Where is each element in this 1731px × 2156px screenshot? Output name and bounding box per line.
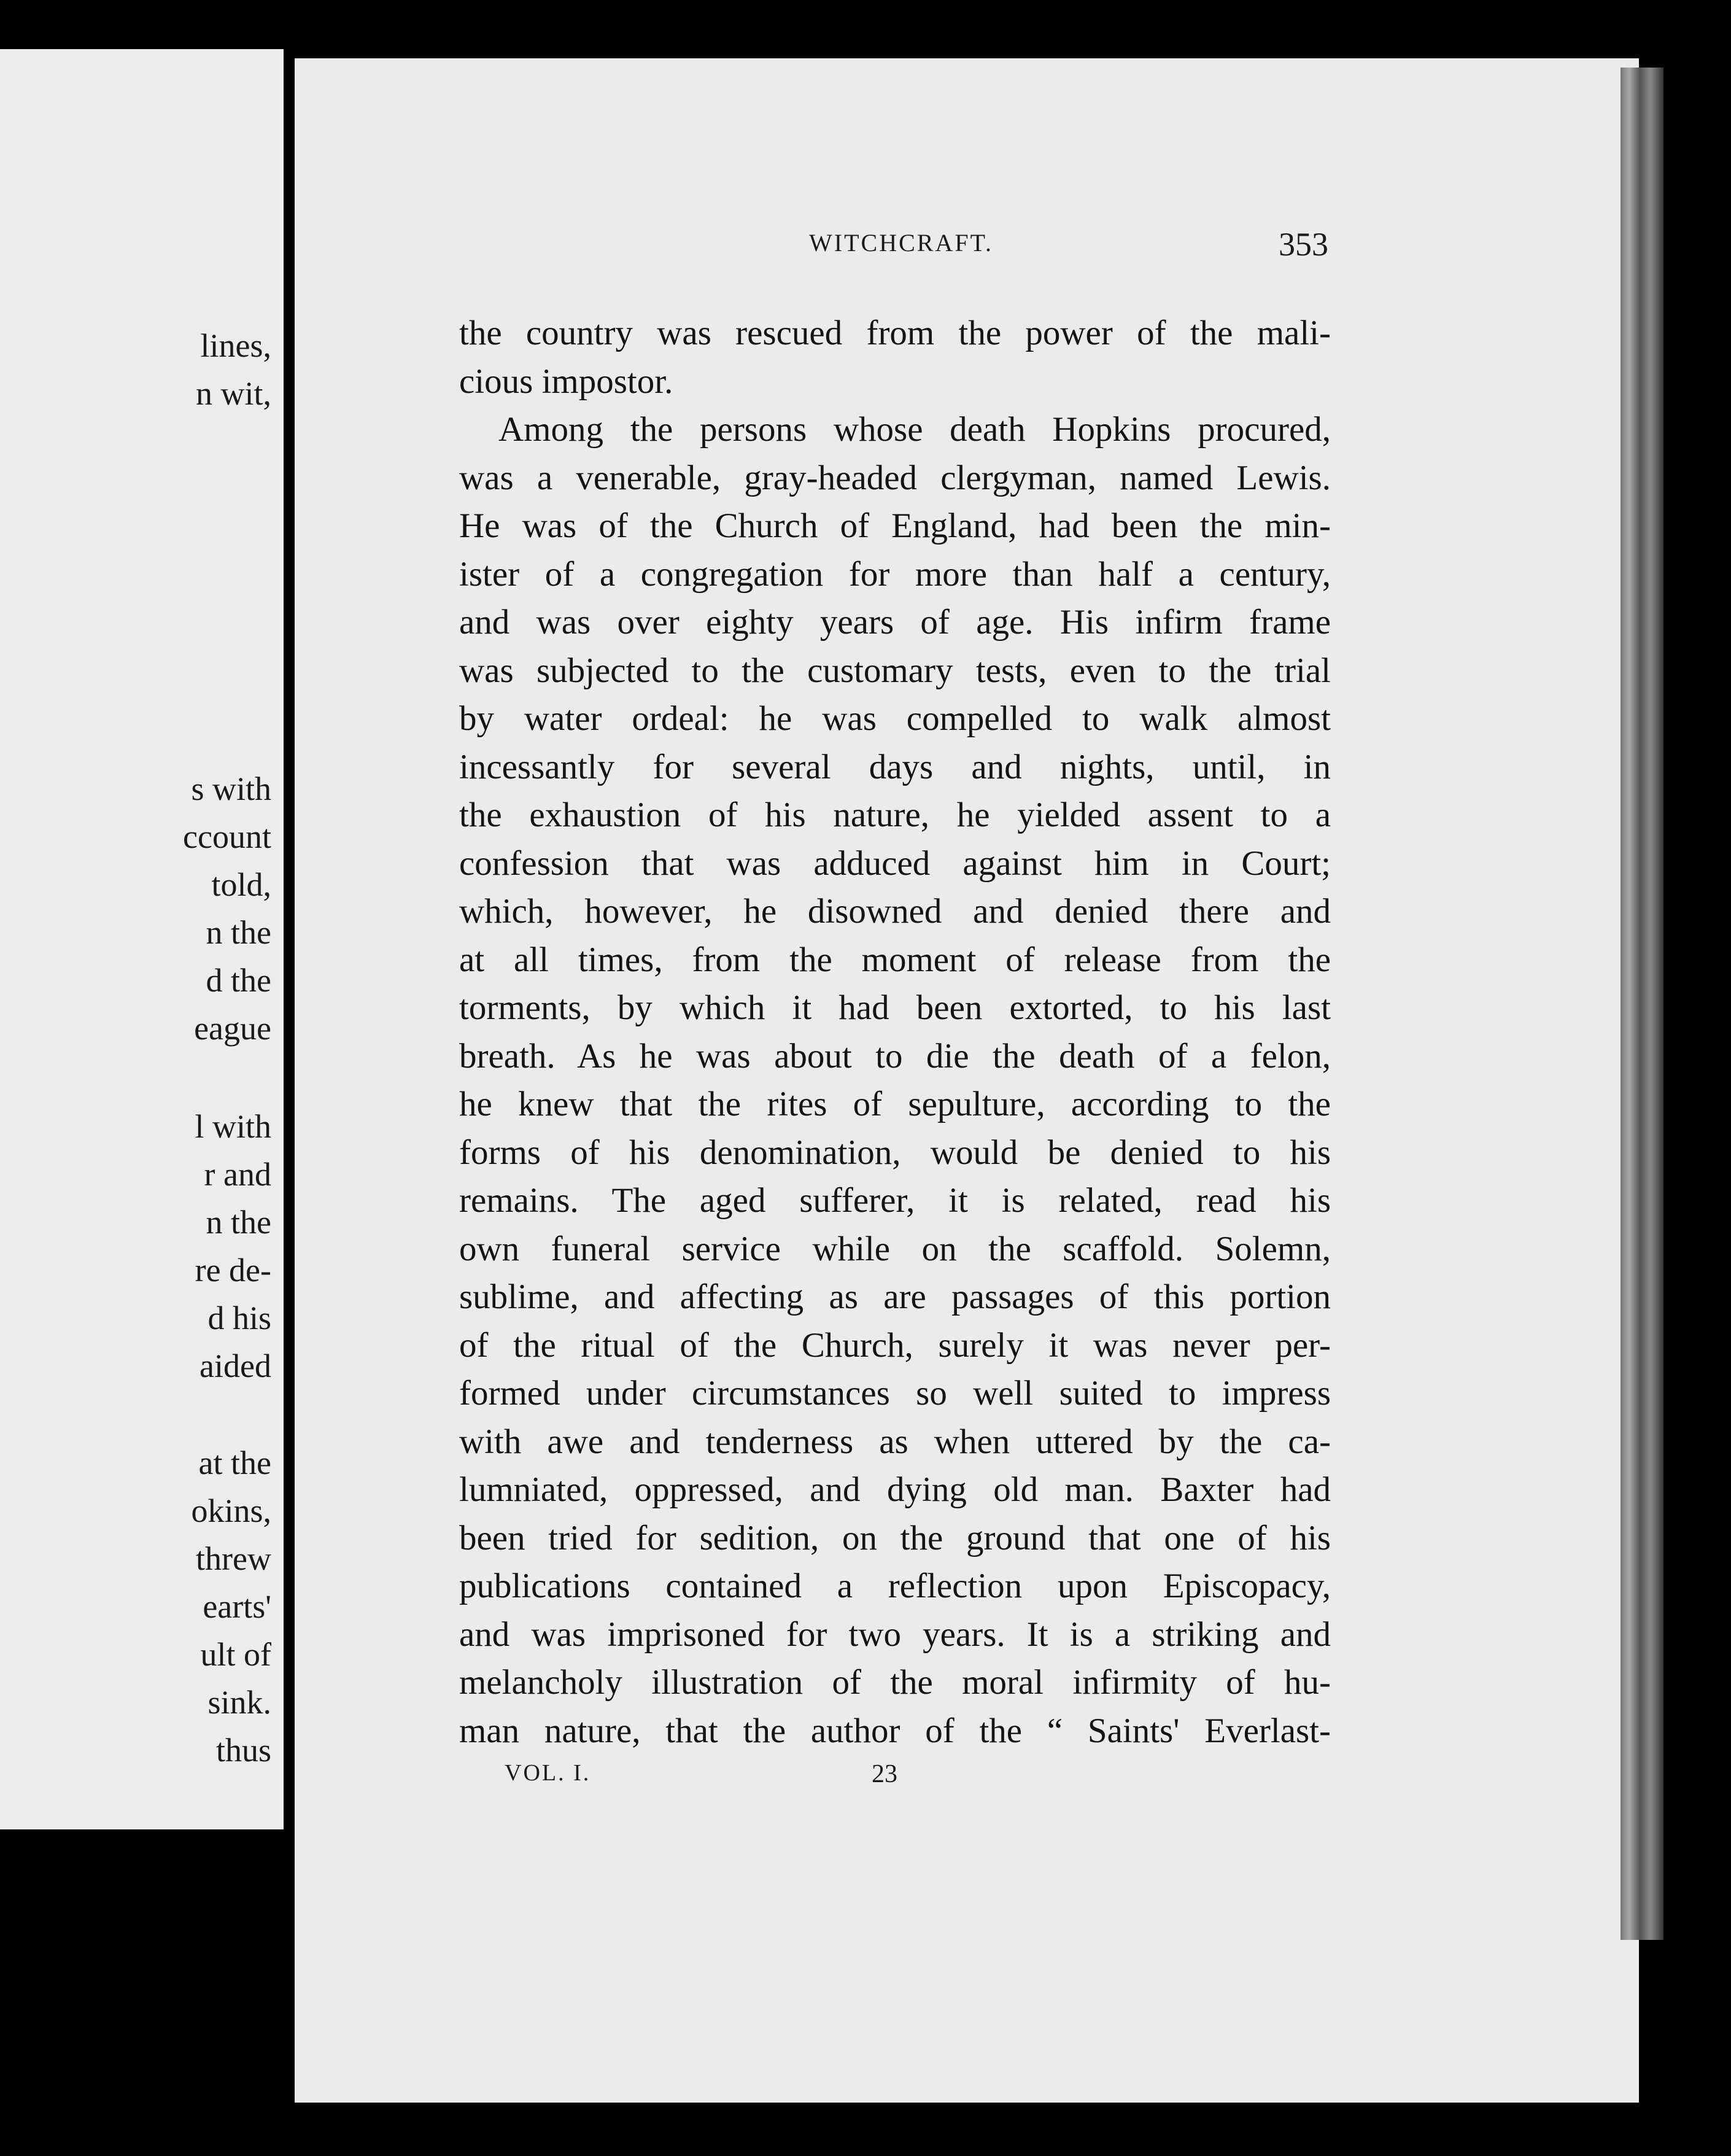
text-line: been tried for sedition, on the ground that one of his [459, 1518, 1331, 1557]
footer-volume: VOL. I. [505, 1760, 591, 1786]
text-line: own funeral service while on the scaffold. Solemn, [459, 1229, 1331, 1268]
left-page-fragment: at the [198, 1444, 271, 1481]
left-page-fragment: aided [199, 1348, 271, 1384]
left-page-fragment: ult of [200, 1636, 271, 1673]
text-line: Among the persons whose death Hopkins procured, [498, 410, 1331, 449]
text-line: remains. The aged sufferer, it is related, read his [459, 1181, 1331, 1220]
running-head: WITCHCRAFT. [809, 229, 994, 257]
text-line: which, however, he disowned and denied there and [459, 892, 1331, 931]
text-line: melancholy illustration of the moral infirmity of hu- [459, 1663, 1331, 1702]
left-page-fragment: n the [206, 914, 271, 951]
body-text [459, 309, 1331, 1755]
left-page-fragment: n wit, [195, 375, 271, 412]
text-line: confession that was adduced against him in Court; [459, 843, 1331, 883]
footer-signature: 23 [872, 1760, 897, 1788]
text-line: the country was rescued from the power of the mali- [459, 314, 1331, 352]
text-line: was a venerable, gray-headed clergyman, named Lewis. [459, 458, 1331, 497]
left-page-fragment: s with [191, 770, 271, 807]
left-page-fragment: n the [206, 1204, 271, 1241]
page-number: 353 [1279, 226, 1328, 263]
text-line: he knew that the rites of sepulture, according to the [459, 1085, 1331, 1123]
text-line: of the ritual of the Church, surely it was never per- [459, 1325, 1331, 1365]
text-line: sublime, and affecting as are passages of this portion [459, 1278, 1331, 1316]
text-line: was subjected to the customary tests, even to the trial [459, 651, 1331, 690]
left-page-fragment: earts' [203, 1588, 271, 1625]
text-line: the exhaustion of his nature, he yielded assent to a [459, 796, 1331, 834]
text-line: publications contained a reflection upon Episcopacy, [459, 1567, 1331, 1605]
left-page-fragment: eague [194, 1010, 271, 1047]
left-page-fragment: d his [207, 1300, 271, 1336]
left-page-fragment: okins, [191, 1492, 271, 1529]
left-page-fragment: re de- [195, 1252, 271, 1289]
text-line: by water ordeal: he was compelled to walk almost [459, 699, 1331, 738]
left-page-fragment: threw [196, 1540, 271, 1577]
text-line: formed under circumstances so well suited to impress [459, 1374, 1331, 1413]
text-line: lumniated, oppressed, and dying old man. Baxter had [459, 1470, 1331, 1509]
text-line: at all times, from the moment of release from the [459, 940, 1331, 979]
text-line: incessantly for several days and nights, until, in [459, 747, 1331, 786]
left-page-fragment: told, [211, 866, 271, 903]
page-edge [1621, 68, 1663, 1940]
text-line: and was over eighty years of age. His infirm frame [459, 603, 1331, 642]
text-line: He was of the Church of England, had been the min- [459, 506, 1331, 545]
left-page [0, 49, 284, 1829]
left-page-fragment: l with [195, 1108, 271, 1145]
text-line: with awe and tenderness as when uttered by the ca- [459, 1422, 1331, 1461]
text-line: and was imprisoned for two years. It is a striking and [459, 1615, 1331, 1654]
left-page-fragment: lines, [200, 327, 271, 364]
left-page-fragment: r and [204, 1156, 271, 1193]
text-line: torments, by which it had been extorted, to his last [459, 988, 1331, 1027]
text-line: breath. As he was about to die the death of a felon, [459, 1036, 1331, 1076]
text-line: ister of a congregation for more than half a century, [459, 554, 1331, 594]
text-line: forms of his denomination, would be denied to his [459, 1133, 1331, 1172]
left-page-fragment: d the [206, 962, 271, 999]
left-page-fragment: sink. [207, 1684, 271, 1721]
text-line: man nature, that the author of the “ Saints' Everlast- [459, 1711, 1331, 1750]
left-page-fragment: thus [215, 1732, 271, 1769]
text-line: cious impostor. [459, 362, 673, 401]
left-page-fragment: ccount [183, 818, 271, 855]
